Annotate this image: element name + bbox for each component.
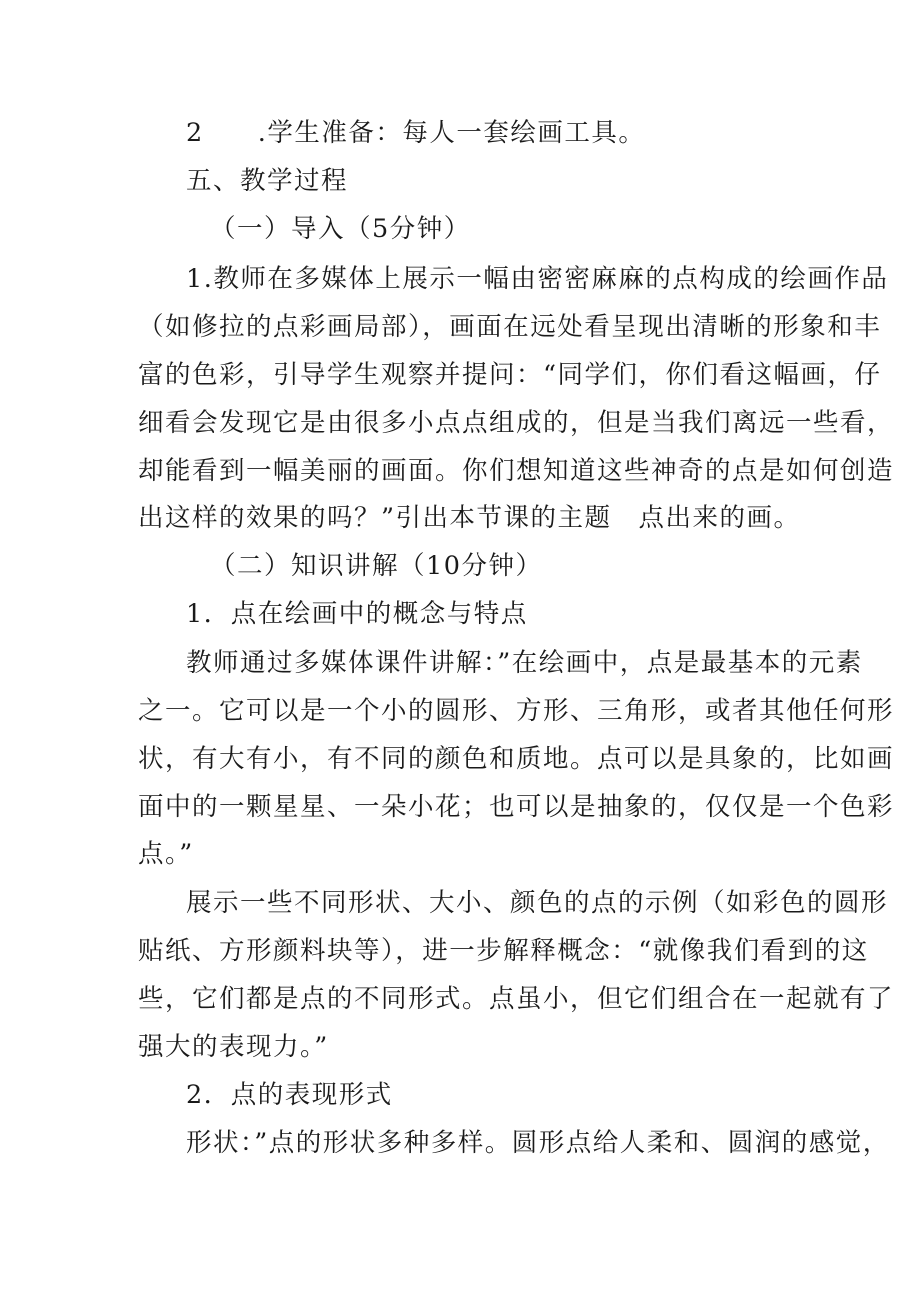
paragraph-line: 强大的表现力。” (138, 1032, 329, 1062)
section-heading-teaching-process: 五、教学过程 (186, 166, 349, 196)
paragraph-line: 细看会发现它是由很多小点点组成的，但是当我们离远一些看， (138, 408, 895, 438)
paragraph-line: 1.教师在多媒体上展示一幅由密密麻麻的点构成的绘画作品 (186, 264, 889, 294)
subsection-heading-intro: （一）导入（5分钟） (210, 214, 471, 244)
paragraph-line: 些，它们都是点的不同形式。点虽小，但它们组合在一起就有了 (138, 984, 895, 1014)
paragraph-line: （如修拉的点彩画局部），画面在远处看呈现出清晰的形象和丰 (138, 312, 882, 342)
paragraph-line: 形状：”点的形状多种多样。圆形点给人柔和、圆润的感觉， (186, 1128, 890, 1158)
paragraph-line: 却能看到一幅美丽的画面。你们想知道这些神奇的点是如何创造 (138, 456, 895, 486)
paragraph-line: 状，有大有小，有不同的颜色和质地。点可以是具象的，比如画 (138, 744, 895, 774)
paragraph-line: 教师通过多媒体课件讲解：”在绘画中，点是最基本的元素 (186, 648, 863, 678)
paragraph-line: 富的色彩，引导学生观察并提问：“同学们，你们看这幅画，仔 (138, 360, 882, 390)
paragraph-line: 展示一些不同形状、大小、颜色的点的示例（如彩色的圆形 (186, 888, 889, 918)
paragraph-line: 之一。它可以是一个小的圆形、方形、三角形，或者其他任何形 (138, 696, 895, 726)
paragraph-line: 贴纸、方形颜料块等），进一步解释概念：“就像我们看到的这 (138, 936, 869, 966)
paragraph-line: 出这样的效果的吗？”引出本节课的主题 点出来的画。 (138, 503, 801, 533)
paragraph-line: 点。” (138, 839, 194, 869)
list-item-student-prep: 2 .学生准备：每人一套绘画工具。 (186, 118, 646, 148)
item-heading-forms: 2．点的表现形式 (186, 1080, 393, 1110)
item-heading-concept: 1．点在绘画中的概念与特点 (186, 599, 528, 629)
paragraph-line: 面中的一颗星星、一朵小花；也可以是抽象的，仅仅是一个色彩 (138, 792, 895, 822)
subsection-heading-knowledge: （二）知识讲解（10分钟） (210, 551, 543, 581)
